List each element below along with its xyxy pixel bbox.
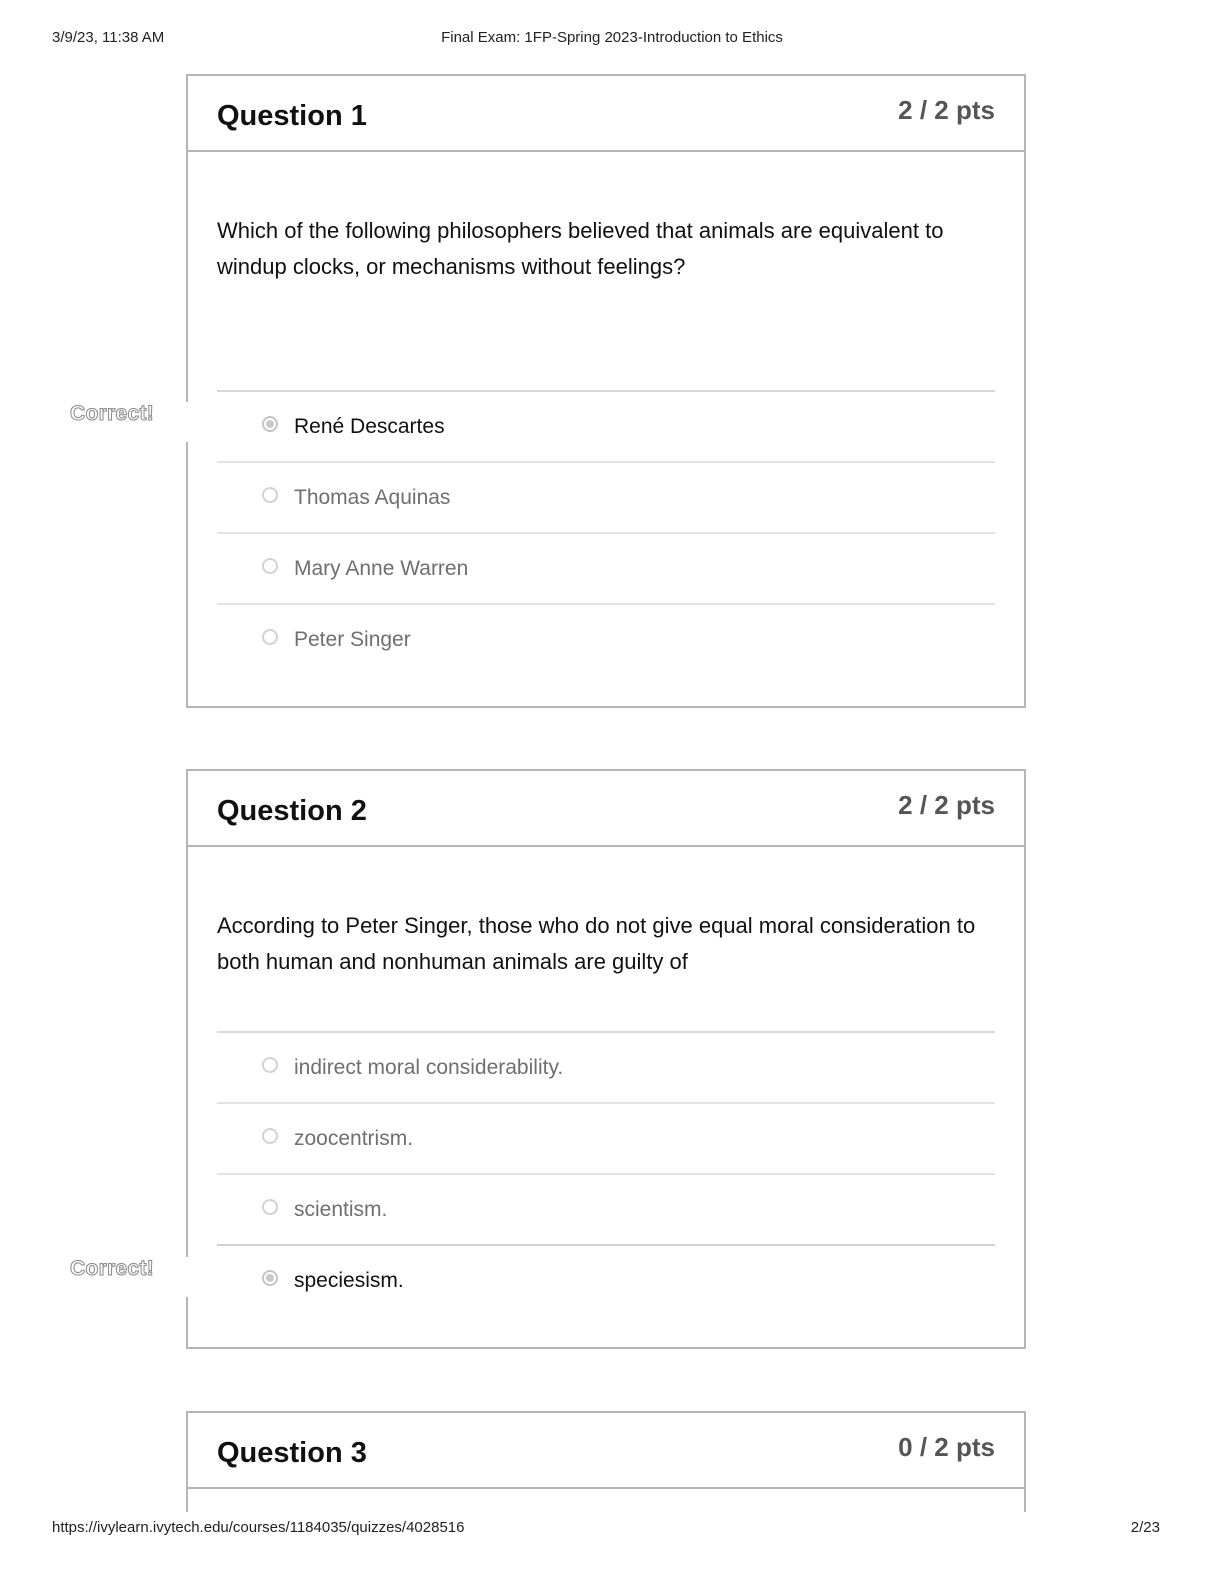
answer-option[interactable]: [217, 1173, 995, 1244]
print-timestamp: 3/9/23, 11:38 AM: [52, 29, 165, 46]
radio-icon[interactable]: [262, 558, 278, 574]
answer-option[interactable]: [217, 461, 995, 532]
question-card-2: [186, 769, 1026, 1349]
question-text: According to Peter Singer, those who do not give equal moral consideration to both human and nonhuman animals are guilty of: [217, 913, 976, 974]
answer-option[interactable]: [217, 603, 995, 674]
question-text: Which of the following philosophers believed that animals are equivalent to windup clocks, or mechanisms without feelings?: [217, 218, 944, 279]
question-body: [188, 847, 1024, 1347]
question-title: Question 3: [217, 1437, 367, 1469]
answer-option[interactable]: [217, 390, 995, 461]
print-url: https://ivylearn.ivytech.edu/courses/1184035/quizzes/4028516: [52, 1519, 465, 1536]
question-points: 2 / 2 pts: [898, 95, 995, 125]
print-page-title: Final Exam: 1FP-Spring 2023-Introduction to Ethics: [441, 29, 783, 46]
answer-option[interactable]: [217, 1102, 995, 1173]
answer-label: Thomas Aquinas: [294, 486, 451, 509]
question-header: [188, 76, 1024, 152]
answer-list: [217, 1031, 995, 1315]
radio-selected-icon[interactable]: [262, 416, 278, 432]
question-points: 2 / 2 pts: [898, 790, 995, 820]
question-title: Question 2: [217, 795, 367, 827]
question-body: [188, 152, 1024, 706]
radio-icon[interactable]: [262, 629, 278, 645]
question-header: [188, 1413, 1024, 1489]
answer-label: Mary Anne Warren: [294, 557, 469, 580]
print-footer: [52, 1519, 1160, 1539]
radio-icon[interactable]: [262, 1128, 278, 1144]
answer-option[interactable]: [217, 1031, 995, 1102]
radio-icon[interactable]: [262, 1057, 278, 1073]
question-card-1: [186, 74, 1026, 708]
quiz-content: [0, 60, 1224, 1512]
radio-icon[interactable]: [262, 487, 278, 503]
answer-label: indirect moral considerability.: [294, 1056, 564, 1079]
question-header: [188, 771, 1024, 847]
radio-selected-icon[interactable]: [262, 1270, 278, 1286]
question-card-3: [186, 1411, 1026, 1512]
radio-icon[interactable]: [262, 1199, 278, 1215]
answer-option[interactable]: [217, 1244, 995, 1315]
answer-label: Peter Singer: [294, 628, 411, 651]
answer-label: scientism.: [294, 1198, 388, 1221]
question-points: 0 / 2 pts: [898, 1432, 995, 1462]
answer-list: [217, 390, 995, 674]
print-header: [52, 29, 1172, 49]
answer-label: speciesism.: [294, 1269, 404, 1292]
correct-answer-flag: Correct!: [70, 1257, 188, 1297]
answer-label: René Descartes: [294, 415, 445, 438]
correct-answer-flag: Correct!: [70, 402, 188, 442]
print-page-number: 2/23: [1130, 1519, 1160, 1536]
answer-option[interactable]: [217, 532, 995, 603]
question-title: Question 1: [217, 100, 367, 132]
answer-label: zoocentrism.: [294, 1127, 414, 1150]
